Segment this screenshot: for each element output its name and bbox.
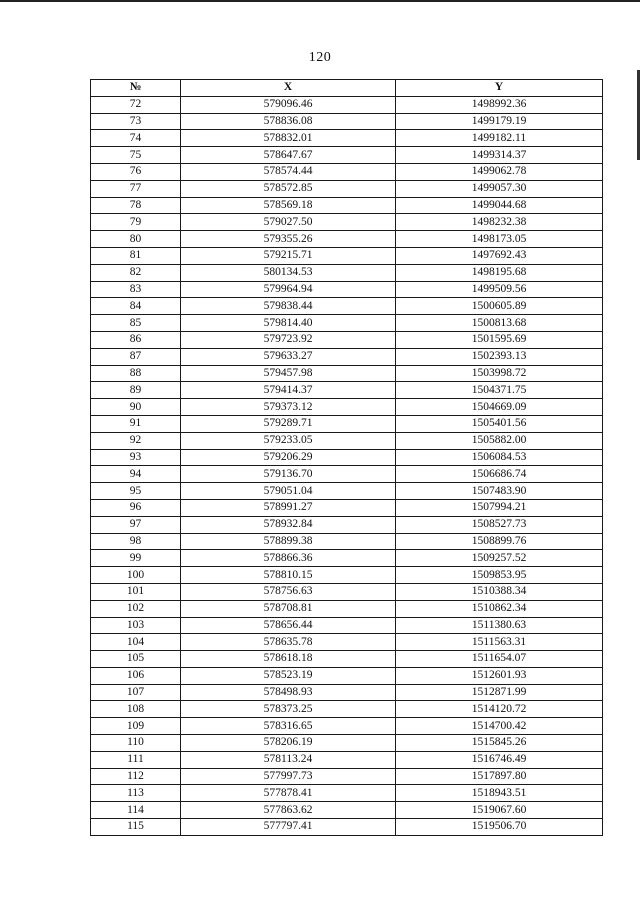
table-row — [91, 600, 603, 617]
y-coordinate-cell: 1509853.95 — [396, 567, 603, 584]
table-body — [91, 96, 603, 835]
y-coordinate-cell: 1517897.80 — [396, 768, 603, 785]
table-row — [91, 281, 603, 298]
x-coordinate-cell: 577797.41 — [181, 819, 396, 836]
point-number-cell: 81 — [91, 247, 181, 264]
table-row — [91, 264, 603, 281]
x-coordinate-cell: 578932.84 — [181, 516, 396, 533]
x-coordinate-cell: 578618.18 — [181, 651, 396, 668]
y-coordinate-cell: 1499182.11 — [396, 130, 603, 147]
x-coordinate-cell: 578206.19 — [181, 735, 396, 752]
y-coordinate-cell: 1506686.74 — [396, 466, 603, 483]
y-coordinate-cell: 1507994.21 — [396, 499, 603, 516]
y-coordinate-cell: 1503998.72 — [396, 365, 603, 382]
point-number-cell: 95 — [91, 483, 181, 500]
x-coordinate-cell: 579051.04 — [181, 483, 396, 500]
point-number-cell: 101 — [91, 583, 181, 600]
x-coordinate-cell: 578899.38 — [181, 533, 396, 550]
point-number-cell: 76 — [91, 163, 181, 180]
x-coordinate-cell: 578832.01 — [181, 130, 396, 147]
point-number-cell: 85 — [91, 315, 181, 332]
table-row — [91, 180, 603, 197]
table-row — [91, 315, 603, 332]
table-row — [91, 785, 603, 802]
y-coordinate-cell: 1505882.00 — [396, 432, 603, 449]
point-number-cell: 114 — [91, 802, 181, 819]
y-coordinate-cell: 1499062.78 — [396, 163, 603, 180]
table-row — [91, 819, 603, 836]
page-number: 120 — [308, 50, 332, 65]
y-coordinate-cell: 1508899.76 — [396, 533, 603, 550]
y-coordinate-cell: 1499314.37 — [396, 147, 603, 164]
point-number-cell: 73 — [91, 113, 181, 130]
table-row — [91, 533, 603, 550]
point-number-cell: 94 — [91, 466, 181, 483]
x-coordinate-cell: 578708.81 — [181, 600, 396, 617]
header-number: № — [91, 80, 181, 97]
table-row — [91, 718, 603, 735]
point-number-cell: 90 — [91, 399, 181, 416]
point-number-cell: 88 — [91, 365, 181, 382]
point-number-cell: 78 — [91, 197, 181, 214]
table-row — [91, 130, 603, 147]
x-coordinate-cell: 578836.08 — [181, 113, 396, 130]
table-row — [91, 499, 603, 516]
table-row — [91, 651, 603, 668]
table-row — [91, 516, 603, 533]
table-row — [91, 466, 603, 483]
y-coordinate-cell: 1514120.72 — [396, 701, 603, 718]
table-row — [91, 617, 603, 634]
point-number-cell: 108 — [91, 701, 181, 718]
table-row — [91, 415, 603, 432]
table-row — [91, 768, 603, 785]
table-row — [91, 634, 603, 651]
table-row — [91, 567, 603, 584]
y-coordinate-cell: 1511654.07 — [396, 651, 603, 668]
y-coordinate-cell: 1508527.73 — [396, 516, 603, 533]
point-number-cell: 106 — [91, 667, 181, 684]
table-row — [91, 449, 603, 466]
x-coordinate-cell: 579838.44 — [181, 298, 396, 315]
point-number-cell: 100 — [91, 567, 181, 584]
y-coordinate-cell: 1498232.38 — [396, 214, 603, 231]
y-coordinate-cell: 1498992.36 — [396, 96, 603, 113]
x-coordinate-cell: 579355.26 — [181, 231, 396, 248]
point-number-cell: 105 — [91, 651, 181, 668]
y-coordinate-cell: 1519067.60 — [396, 802, 603, 819]
y-coordinate-cell: 1500605.89 — [396, 298, 603, 315]
y-coordinate-cell: 1497692.43 — [396, 247, 603, 264]
x-coordinate-cell: 578569.18 — [181, 197, 396, 214]
x-coordinate-cell: 578647.67 — [181, 147, 396, 164]
table-row — [91, 231, 603, 248]
x-coordinate-cell: 577997.73 — [181, 768, 396, 785]
table-row — [91, 399, 603, 416]
table-row — [91, 197, 603, 214]
y-coordinate-cell: 1512601.93 — [396, 667, 603, 684]
point-number-cell: 82 — [91, 264, 181, 281]
x-coordinate-cell: 578113.24 — [181, 751, 396, 768]
point-number-cell: 113 — [91, 785, 181, 802]
x-coordinate-cell: 579633.27 — [181, 348, 396, 365]
point-number-cell: 103 — [91, 617, 181, 634]
y-coordinate-cell: 1509257.52 — [396, 550, 603, 567]
x-coordinate-cell: 579027.50 — [181, 214, 396, 231]
y-coordinate-cell: 1511380.63 — [396, 617, 603, 634]
y-coordinate-cell: 1499509.56 — [396, 281, 603, 298]
x-coordinate-cell: 579289.71 — [181, 415, 396, 432]
y-coordinate-cell: 1498173.05 — [396, 231, 603, 248]
point-number-cell: 96 — [91, 499, 181, 516]
y-coordinate-cell: 1518943.51 — [396, 785, 603, 802]
point-number-cell: 72 — [91, 96, 181, 113]
x-coordinate-cell: 578498.93 — [181, 684, 396, 701]
table-row — [91, 298, 603, 315]
y-coordinate-cell: 1512871.99 — [396, 684, 603, 701]
point-number-cell: 111 — [91, 751, 181, 768]
table-row — [91, 163, 603, 180]
x-coordinate-cell: 579814.40 — [181, 315, 396, 332]
x-coordinate-cell: 579136.70 — [181, 466, 396, 483]
table-row — [91, 751, 603, 768]
x-coordinate-cell: 577863.62 — [181, 802, 396, 819]
y-coordinate-cell: 1499179.19 — [396, 113, 603, 130]
table-row — [91, 483, 603, 500]
y-coordinate-cell: 1502393.13 — [396, 348, 603, 365]
point-number-cell: 92 — [91, 432, 181, 449]
table-row — [91, 96, 603, 113]
x-coordinate-cell: 578572.85 — [181, 180, 396, 197]
point-number-cell: 84 — [91, 298, 181, 315]
y-coordinate-cell: 1516746.49 — [396, 751, 603, 768]
x-coordinate-cell: 578574.44 — [181, 163, 396, 180]
y-coordinate-cell: 1504669.09 — [396, 399, 603, 416]
table-row — [91, 147, 603, 164]
point-number-cell: 83 — [91, 281, 181, 298]
x-coordinate-cell: 579373.12 — [181, 399, 396, 416]
point-number-cell: 89 — [91, 382, 181, 399]
y-coordinate-cell: 1500813.68 — [396, 315, 603, 332]
table-row — [91, 365, 603, 382]
x-coordinate-cell: 578523.19 — [181, 667, 396, 684]
table-row — [91, 331, 603, 348]
table-row — [91, 802, 603, 819]
x-coordinate-cell: 578373.25 — [181, 701, 396, 718]
point-number-cell: 91 — [91, 415, 181, 432]
table-row — [91, 667, 603, 684]
table-row — [91, 583, 603, 600]
header-x: X — [181, 80, 396, 97]
x-coordinate-cell: 579414.37 — [181, 382, 396, 399]
x-coordinate-cell: 578656.44 — [181, 617, 396, 634]
point-number-cell: 115 — [91, 819, 181, 836]
y-coordinate-cell: 1501595.69 — [396, 331, 603, 348]
y-coordinate-cell: 1499044.68 — [396, 197, 603, 214]
y-coordinate-cell: 1506084.53 — [396, 449, 603, 466]
point-number-cell: 102 — [91, 600, 181, 617]
point-number-cell: 87 — [91, 348, 181, 365]
x-coordinate-cell: 579206.29 — [181, 449, 396, 466]
point-number-cell: 110 — [91, 735, 181, 752]
table-row — [91, 382, 603, 399]
x-coordinate-cell: 580134.53 — [181, 264, 396, 281]
point-number-cell: 80 — [91, 231, 181, 248]
point-number-cell: 74 — [91, 130, 181, 147]
y-coordinate-cell: 1507483.90 — [396, 483, 603, 500]
table-row — [91, 684, 603, 701]
table-row — [91, 348, 603, 365]
y-coordinate-cell: 1504371.75 — [396, 382, 603, 399]
scan-border-top — [0, 0, 640, 2]
coordinates-table — [90, 79, 603, 836]
x-coordinate-cell: 579723.92 — [181, 331, 396, 348]
y-coordinate-cell: 1519506.70 — [396, 819, 603, 836]
point-number-cell: 98 — [91, 533, 181, 550]
header-y: Y — [396, 80, 603, 97]
x-coordinate-cell: 578810.15 — [181, 567, 396, 584]
y-coordinate-cell: 1499057.30 — [396, 180, 603, 197]
y-coordinate-cell: 1498195.68 — [396, 264, 603, 281]
x-coordinate-cell: 579096.46 — [181, 96, 396, 113]
y-coordinate-cell: 1514700.42 — [396, 718, 603, 735]
point-number-cell: 99 — [91, 550, 181, 567]
point-number-cell: 79 — [91, 214, 181, 231]
table-row — [91, 735, 603, 752]
point-number-cell: 97 — [91, 516, 181, 533]
x-coordinate-cell: 578316.65 — [181, 718, 396, 735]
x-coordinate-cell: 578991.27 — [181, 499, 396, 516]
point-number-cell: 75 — [91, 147, 181, 164]
point-number-cell: 86 — [91, 331, 181, 348]
table-row — [91, 432, 603, 449]
y-coordinate-cell: 1510862.34 — [396, 600, 603, 617]
x-coordinate-cell: 579457.98 — [181, 365, 396, 382]
x-coordinate-cell: 578866.36 — [181, 550, 396, 567]
y-coordinate-cell: 1511563.31 — [396, 634, 603, 651]
point-number-cell: 109 — [91, 718, 181, 735]
x-coordinate-cell: 579215.71 — [181, 247, 396, 264]
point-number-cell: 77 — [91, 180, 181, 197]
y-coordinate-cell: 1505401.56 — [396, 415, 603, 432]
table-row — [91, 701, 603, 718]
table-row — [91, 214, 603, 231]
x-coordinate-cell: 577878.41 — [181, 785, 396, 802]
point-number-cell: 104 — [91, 634, 181, 651]
x-coordinate-cell: 578756.63 — [181, 583, 396, 600]
table-row — [91, 113, 603, 130]
x-coordinate-cell: 579233.05 — [181, 432, 396, 449]
y-coordinate-cell: 1515845.26 — [396, 735, 603, 752]
x-coordinate-cell: 579964.94 — [181, 281, 396, 298]
point-number-cell: 112 — [91, 768, 181, 785]
table-row — [91, 247, 603, 264]
y-coordinate-cell: 1510388.34 — [396, 583, 603, 600]
point-number-cell: 107 — [91, 684, 181, 701]
point-number-cell: 93 — [91, 449, 181, 466]
table-header-row — [91, 80, 603, 97]
table-row — [91, 550, 603, 567]
x-coordinate-cell: 578635.78 — [181, 634, 396, 651]
